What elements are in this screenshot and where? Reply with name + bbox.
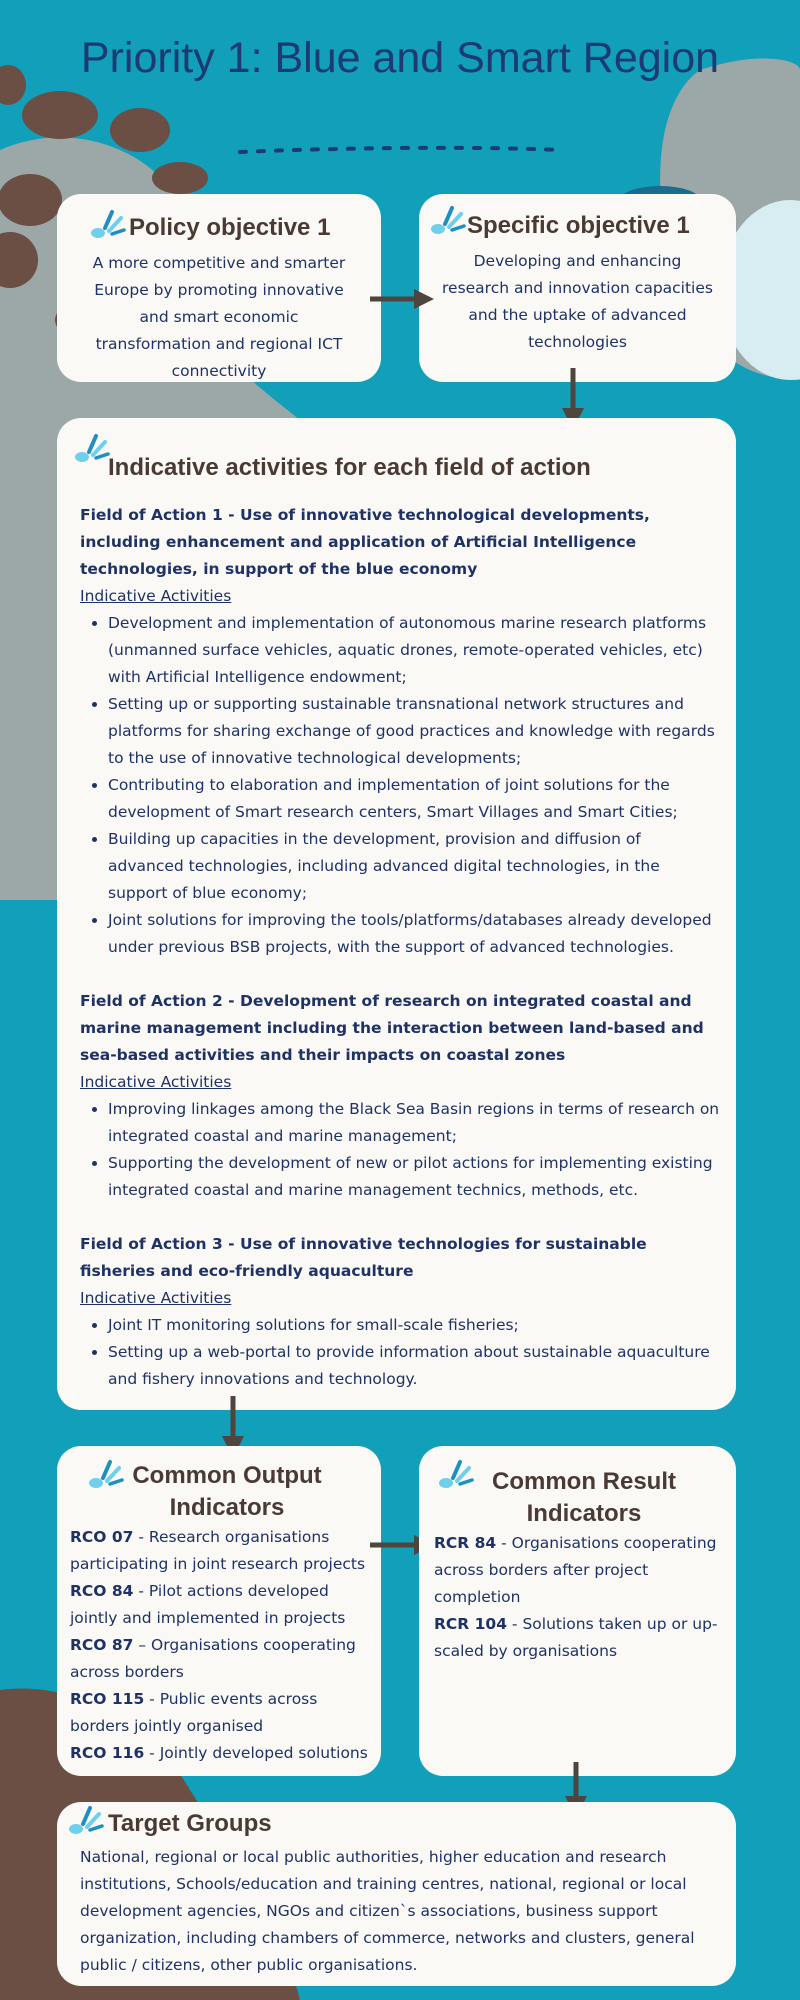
title-dash: [240, 148, 560, 152]
list-item: • Setting up a web-portal to provide information about sustainable aquaculture and fishery innovations and technology.: [108, 1339, 720, 1393]
page-title: Priority 1: Blue and Smart Region: [80, 34, 720, 82]
field-of-action-1: [80, 502, 720, 961]
field-subheading: Indicative Activities: [80, 587, 232, 605]
list-item: • Joint solutions for improving the tools/platforms/databases already developed under previous BSB projects, with the support of advanced technologies.: [108, 907, 720, 961]
list-item: • Building up capacities in the development, provision and diffusion of advanced technologies, including advanced digital technologies, in the support of blue economy;: [108, 826, 720, 907]
list-item: • Development and implementation of autonomous marine research platforms (unmanned surface vehicles, aquatic drones, remote-operated vehicles, etc) with Artificial Intelligence endowment;: [108, 610, 720, 691]
list-item: • Setting up or supporting sustainable transnational network structures and platforms for sharing exchange of good practices and knowledge with regards to the use of innovative technological developments;: [108, 691, 720, 772]
field-heading: Field of Action 1 - Use of innovative technological developments, including enhancement and application of Artificial Intelligence technologies, in support of the blue economy: [80, 506, 650, 578]
activities-title: Indicative activities for each field of action: [108, 454, 591, 481]
field-of-action-3: [80, 1231, 720, 1393]
indicator-text: - Public events across borders jointly organised: [70, 1690, 318, 1735]
indicator-code: RCO 116: [70, 1744, 145, 1762]
indicator-text: - Pilot actions developed jointly and implemented in projects: [70, 1582, 346, 1627]
activities-body: [80, 502, 720, 1393]
output-indicators-title: [97, 1460, 357, 1524]
title-line: Common Result: [491, 1468, 676, 1495]
indicator-code: RCO 87: [70, 1636, 134, 1654]
indicator-code: RCR 84: [434, 1534, 497, 1552]
indicator-item: [70, 1578, 370, 1632]
target-groups-card: [57, 1802, 736, 1986]
list-item: • Supporting the development of new or pilot actions for implementing existing integrated coastal and marine management technics, methods, etc.: [108, 1150, 720, 1204]
result-indicators-title: [449, 1466, 719, 1530]
indicator-item: [70, 1686, 370, 1740]
specific-objective-card: [419, 194, 736, 382]
list-item: • Contributing to elaboration and implementation of joint solutions for the development of Smart research centers, Smart Villages and Smart Cities;: [108, 772, 720, 826]
indicator-text: – Organisations cooperating across borders: [70, 1636, 356, 1681]
field-subheading: Indicative Activities: [80, 1073, 232, 1091]
indicator-item: [70, 1632, 370, 1686]
policy-objective-title: Policy objective 1: [129, 214, 331, 241]
title-line: Indicators: [526, 1500, 642, 1527]
indicator-code: RCO 84: [70, 1582, 134, 1600]
field-heading: Field of Action 2 - Development of research on integrated coastal and marine management including the interaction between land-based and sea-based activities and their impacts on coastal zones: [80, 992, 704, 1064]
field-heading: Field of Action 3 - Use of innovative technologies for sustainable fisheries and eco-friendly aquaculture: [80, 1235, 647, 1280]
leaf-sprig-icon: [91, 206, 129, 242]
brown-blob-5: [0, 174, 62, 226]
leaf-sprig-icon: [69, 1802, 107, 1838]
indicator-code: RCO 07: [70, 1528, 134, 1546]
brown-blob-2: [110, 108, 170, 152]
indicator-code: RCR 104: [434, 1615, 507, 1633]
policy-objective-text: A more competitive and smarter Europe by promoting innovative and smart economic transformation and regional ICT connectivity: [92, 254, 346, 380]
indicator-item: [434, 1530, 724, 1611]
indicator-code: RCO 115: [70, 1690, 145, 1708]
leaf-sprig-icon: [431, 202, 469, 238]
brown-blob-4: [152, 162, 208, 194]
output-indicators-card: [57, 1446, 381, 1776]
target-groups-text: National, regional or local public authorities, higher education and research institutions, Schools/education and training centres, national, regional or local development agencies, NGOs and citizen`s associations, business support organization, including chambers of commerce, networks and clusters, general public / citizens, other public organisations.: [80, 1848, 695, 1974]
indicator-text: - Jointly developed solutions: [144, 1744, 368, 1762]
indicator-text: - Organisations cooperating across borders after project completion: [434, 1534, 717, 1606]
title-line: Common Output: [132, 1462, 322, 1489]
field-subheading: Indicative Activities: [80, 1289, 232, 1307]
list-item: • Joint IT monitoring solutions for small-scale fisheries;: [108, 1312, 720, 1339]
activity-list: [80, 610, 720, 961]
list-item: • Improving linkages among the Black Sea Basin regions in terms of research on integrated coastal and marine management;: [108, 1096, 720, 1150]
indicator-item: [70, 1524, 370, 1578]
indicator-text: - Research organisations participating in joint research projects: [70, 1528, 366, 1573]
policy-objective-card: [57, 194, 381, 382]
activities-card: [57, 418, 736, 1410]
output-indicators-list: [70, 1524, 370, 1767]
activity-list: [80, 1096, 720, 1204]
arrow-icon: [368, 287, 438, 311]
specific-objective-title: Specific objective 1: [467, 212, 690, 239]
indicator-text: - Solutions taken up or up-scaled by organisations: [434, 1615, 718, 1660]
indicator-item: [70, 1740, 370, 1767]
result-indicators-list: [434, 1530, 724, 1665]
field-of-action-2: [80, 988, 720, 1204]
result-indicators-card: [419, 1446, 736, 1776]
title-line: Indicators: [169, 1494, 285, 1521]
activity-list: [80, 1312, 720, 1393]
indicator-item: [434, 1611, 724, 1665]
target-groups-title: Target Groups: [108, 1810, 272, 1837]
specific-objective-text: Developing and enhancing research and innovation capacities and the uptake of advanced technologies: [442, 252, 713, 351]
brown-blob-1: [22, 91, 98, 139]
